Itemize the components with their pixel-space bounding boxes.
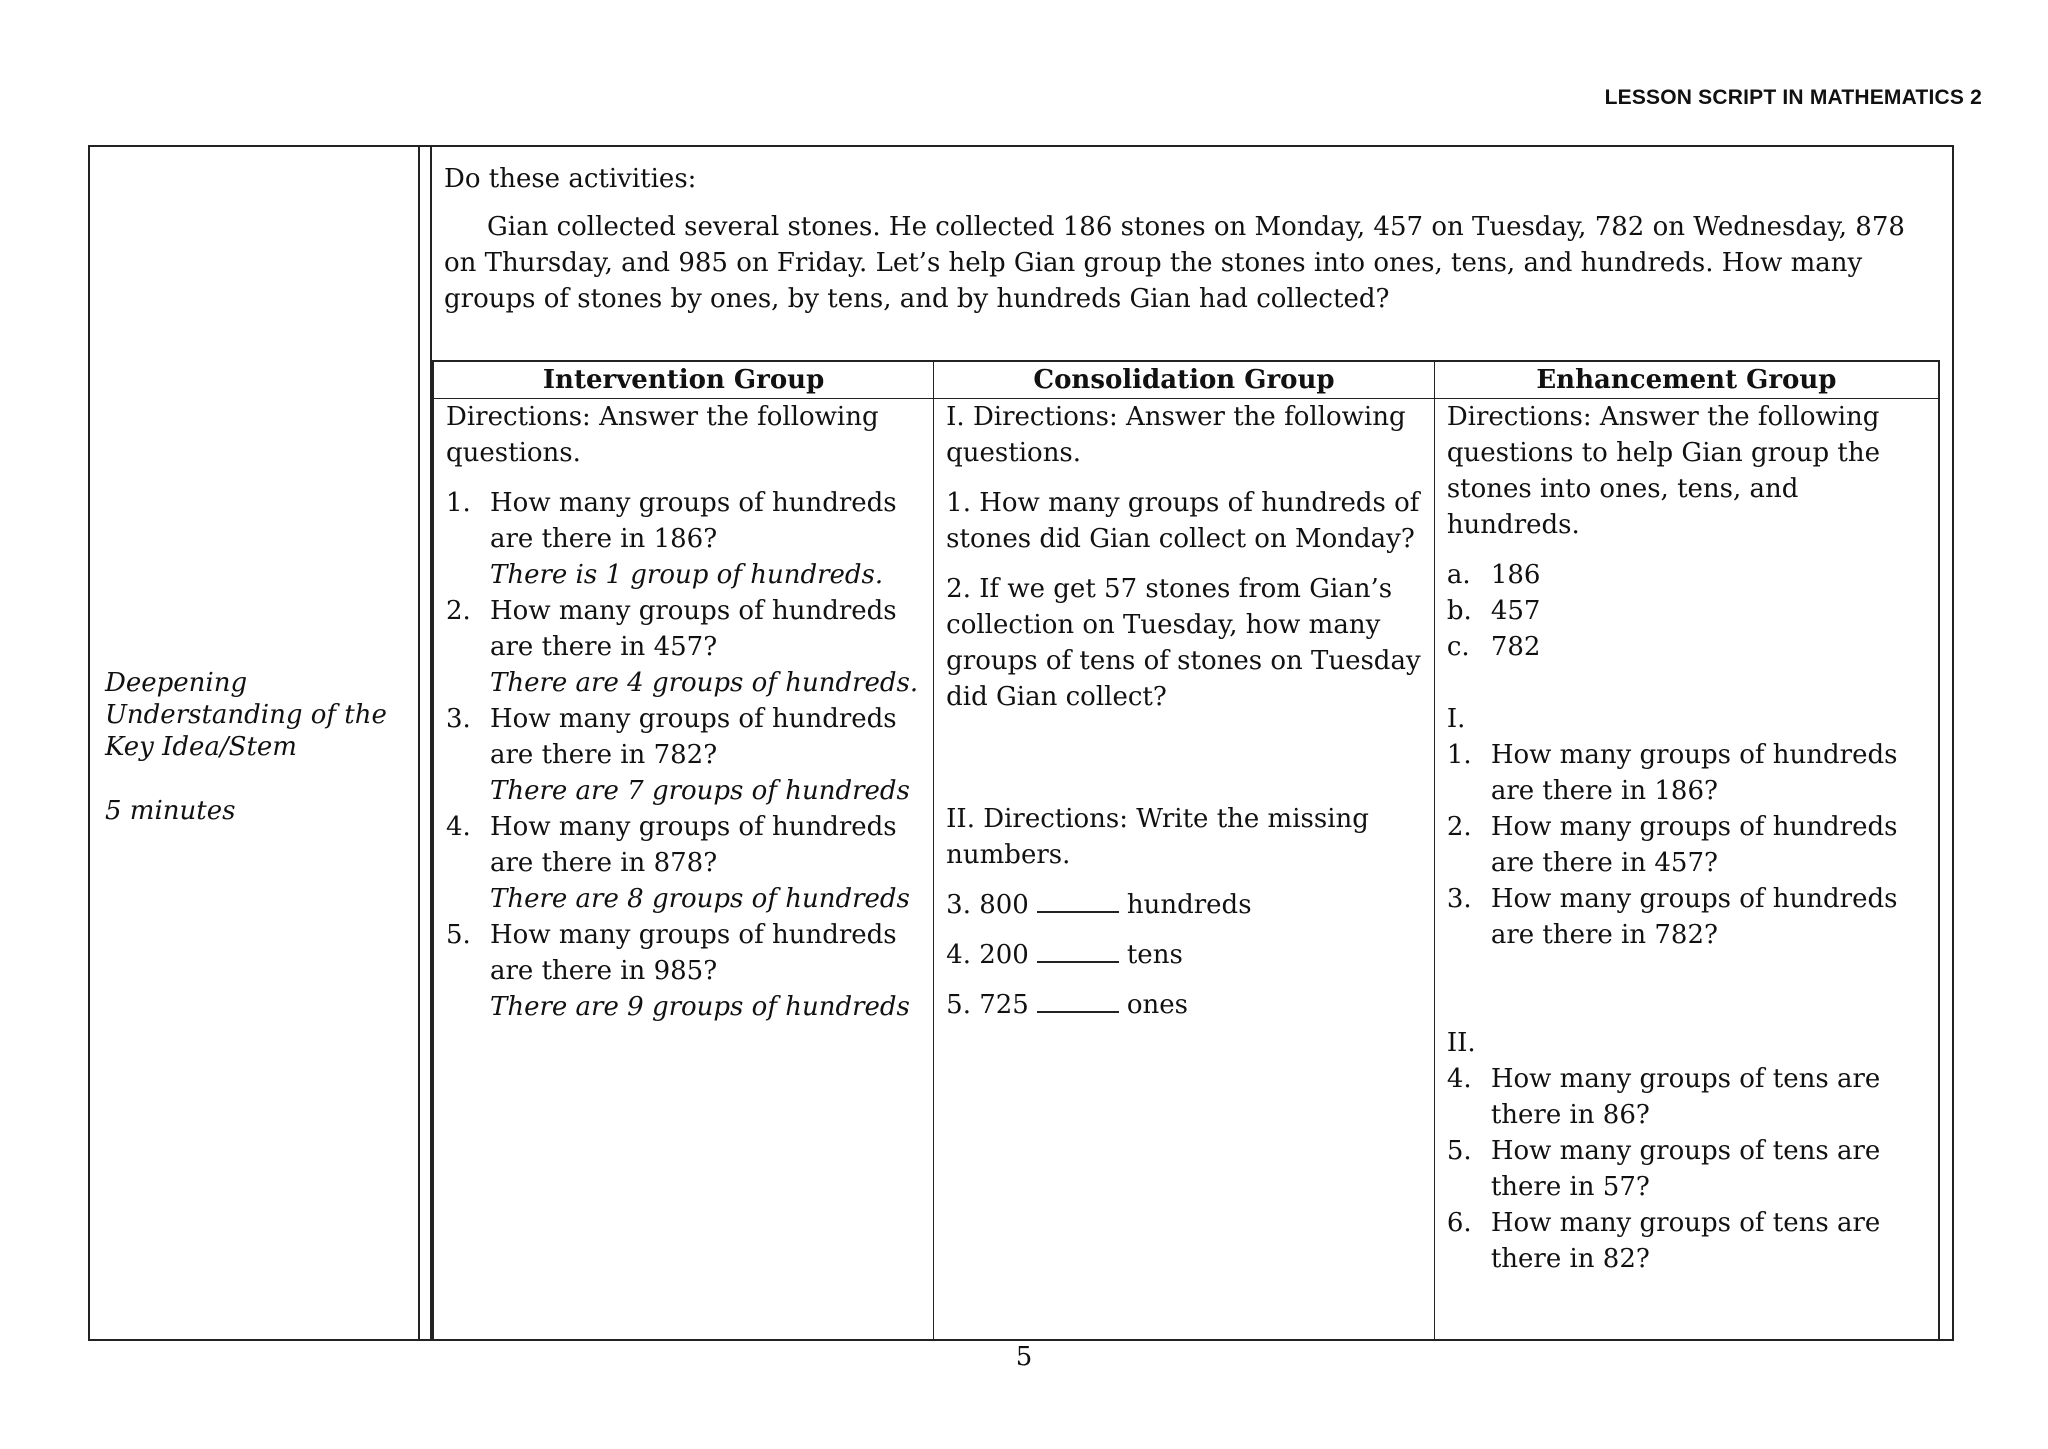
consolidation-question-1: 1. How many groups of hundreds of stones did Gian collect on Monday?: [946, 488, 1420, 554]
list-item: b. 457: [1446, 596, 1541, 626]
consolidation-question-2: 2. If we get 57 stones from Gian’s collection on Tuesday, how many groups of tens of stones on Tuesday did Gian collect?: [946, 574, 1421, 712]
answer: There are 9 groups of hundreds: [490, 992, 910, 1022]
enhancement-part-2-list: [1447, 1061, 1926, 1277]
enhancement-numbers: [1447, 557, 1926, 665]
answer-blank: [1037, 889, 1119, 913]
fill-item: 5. 725 ones: [946, 990, 1188, 1020]
enhancement-header: Enhancement Group: [1434, 361, 1939, 399]
list-item: 3. How many groups of hundreds are there in 782?: [1446, 884, 1898, 950]
intervention-header: Intervention Group: [433, 361, 934, 399]
enhancement-cell: [1434, 399, 1939, 1341]
consolidation-directions-2: II. Directions: Write the missing numbers.: [946, 804, 1369, 870]
list-item: 6. How many groups of tens are there in 82?: [1446, 1208, 1881, 1274]
intervention-cell: [433, 399, 934, 1341]
enhancement-part-1-label: I.: [1446, 704, 1466, 734]
enhancement-part-2-label: II.: [1446, 1028, 1476, 1058]
enhancement-part-1-list: [1447, 737, 1926, 953]
consolidation-cell: [934, 399, 1435, 1341]
list-item: 1. How many groups of hundreds are there in 186? There is 1 group of hundreds.: [446, 485, 921, 593]
list-item: a. 186: [1446, 560, 1541, 590]
activity-story: Gian collected several stones. He collected 186 stones on Monday, 457 on Tuesday, 782 on Wednesday, 878 on Thursday, and 985 on Friday. Let’s help Gian group the stones into ones, tens, and hundreds. How many groups of stones by ones, by tens, and by hundreds Gian had collected?: [444, 212, 1905, 314]
list-item: 4. How many groups of tens are there in 86?: [1446, 1064, 1881, 1130]
phase-title-line: Understanding of the: [105, 700, 387, 730]
answer-blank: [1037, 989, 1119, 1013]
fill-item: 3. 800 hundreds: [946, 890, 1252, 920]
answer: There are 8 groups of hundreds: [490, 884, 910, 914]
answer: There are 4 groups of hundreds.: [490, 668, 919, 698]
activity-intro: [444, 161, 1922, 317]
intervention-directions: Directions: Answer the following questions.: [446, 402, 879, 468]
page-number: 5: [1015, 1342, 1033, 1372]
list-item: 2. How many groups of hundreds are there in 457? There are 4 groups of hundreds.: [446, 593, 921, 701]
intervention-list: [446, 485, 921, 1025]
list-item: 3. How many groups of hundreds are there in 782? There are 7 groups of hundreds: [446, 701, 921, 809]
lesson-table: [88, 145, 1954, 1341]
phase-title-line: Deepening: [105, 668, 248, 698]
phase-duration: 5 minutes: [105, 796, 236, 826]
document-header: LESSON SCRIPT IN MATHEMATICS 2: [1604, 86, 1982, 109]
enhancement-directions: Directions: Answer the following questions to help Gian group the stones into ones, tens, and hundreds.: [1446, 402, 1880, 540]
answer-blank: [1037, 939, 1119, 963]
answer: There are 7 groups of hundreds: [490, 776, 910, 806]
phase-column: [90, 147, 420, 1339]
consolidation-header: Consolidation Group: [934, 361, 1435, 399]
list-item: 5. How many groups of hundreds are there in 985? There are 9 groups of hundreds: [446, 917, 921, 1025]
phase-title-line: Key Idea/Stem: [105, 732, 297, 762]
list-item: 2. How many groups of hundreds are there in 457?: [1446, 812, 1898, 878]
list-item: c. 782: [1446, 632, 1541, 662]
list-item: 5. How many groups of tens are there in 57?: [1446, 1136, 1881, 1202]
activity-column: [430, 147, 1952, 1339]
fill-item: 4. 200 tens: [946, 940, 1183, 970]
answer: There is 1 group of hundreds.: [490, 560, 884, 590]
groups-table: [432, 360, 1940, 1341]
list-item: 4. How many groups of hundreds are there in 878? There are 8 groups of hundreds: [446, 809, 921, 917]
consolidation-directions-1: I. Directions: Answer the following questions.: [946, 402, 1406, 468]
activity-heading: Do these activities:: [444, 164, 697, 194]
list-item: 1. How many groups of hundreds are there in 186?: [1446, 740, 1898, 806]
phase-label: [105, 667, 410, 827]
